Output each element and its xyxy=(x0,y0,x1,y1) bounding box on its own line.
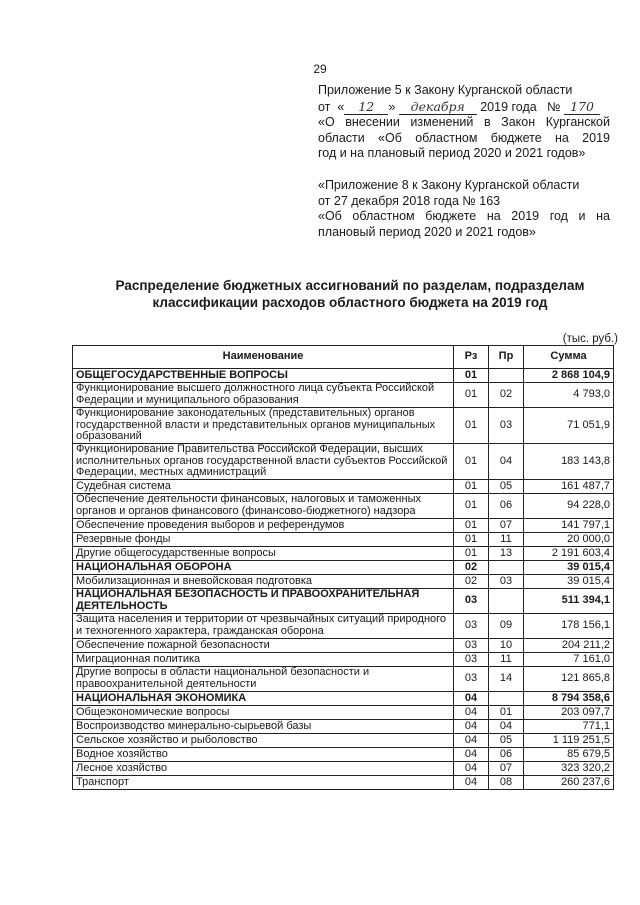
cell-pr: 13 xyxy=(489,547,524,561)
table-row xyxy=(73,614,614,639)
cell-rz: 03 xyxy=(454,639,489,653)
cell-pr: 06 xyxy=(489,748,524,762)
cell-pr xyxy=(489,369,524,383)
cell-pr: 01 xyxy=(489,706,524,720)
cell-rz: 04 xyxy=(454,762,489,776)
cell-sum: 39 015,4 xyxy=(524,561,614,575)
annex-8-line2: от 27 декабря 2018 года № 163 xyxy=(318,193,501,208)
cell-rz: 04 xyxy=(454,734,489,748)
cell-name: Другие общегосударственные вопросы xyxy=(73,547,454,561)
cell-rz: 01 xyxy=(454,547,489,561)
cell-sum: 203 097,7 xyxy=(524,706,614,720)
cell-pr xyxy=(489,589,524,614)
cell-rz: 03 xyxy=(454,614,489,639)
from-label: от xyxy=(318,99,331,114)
budget-table xyxy=(72,345,614,790)
cell-pr: 06 xyxy=(489,494,524,519)
cell-sum: 178 156,1 xyxy=(524,614,614,639)
cell-pr: 07 xyxy=(489,519,524,533)
cell-name: Сельское хозяйство и рыболовство xyxy=(73,734,454,748)
annex-8-line4: плановый период 2020 и 2021 годов» xyxy=(318,224,536,239)
cell-rz: 03 xyxy=(454,589,489,614)
header-pr: Пр xyxy=(489,346,524,369)
cell-sum: 121 865,8 xyxy=(524,667,614,692)
handwritten-day: 12 xyxy=(344,99,388,116)
cell-name: Мобилизационная и вневойсковая подготовка xyxy=(73,575,454,589)
cell-sum: 2 868 104,9 xyxy=(524,369,614,383)
header-sum: Сумма xyxy=(524,346,614,369)
cell-rz: 02 xyxy=(454,575,489,589)
cell-sum: 323 320,2 xyxy=(524,762,614,776)
annex-5-line5: год и на плановый период 2020 и 2021 годов» xyxy=(318,146,586,161)
cell-sum: 161 487,7 xyxy=(524,480,614,494)
annex-5-header xyxy=(318,83,610,162)
cell-pr: 03 xyxy=(489,408,524,444)
cell-name: Транспорт xyxy=(73,776,454,790)
header-name: Наименование xyxy=(73,346,454,369)
cell-pr: 03 xyxy=(489,575,524,589)
table-body xyxy=(73,369,614,790)
table-row xyxy=(73,667,614,692)
cell-rz: 04 xyxy=(454,748,489,762)
section-row xyxy=(73,692,614,706)
cell-rz: 03 xyxy=(454,653,489,667)
cell-rz: 01 xyxy=(454,383,489,408)
annex-5-line1: Приложение 5 к Закону Курганской области xyxy=(318,83,573,97)
handwritten-number: 170 xyxy=(564,99,600,116)
cell-name: Обеспечение пожарной безопасности xyxy=(73,639,454,653)
cell-pr: 11 xyxy=(489,653,524,667)
table-row xyxy=(73,480,614,494)
cell-name: Защита населения и территории от чрезвычайных ситуаций природного и техногенного характера, гражданская оборона xyxy=(73,614,454,639)
cell-rz: 01 xyxy=(454,533,489,547)
cell-name: Общеэкономические вопросы xyxy=(73,706,454,720)
cell-name: Другие вопросы в области национальной безопасности и правоохранительной деятельности xyxy=(73,667,454,692)
cell-sum: 1 119 251,5 xyxy=(524,734,614,748)
section-row xyxy=(73,561,614,575)
cell-sum: 141 797,1 xyxy=(524,519,614,533)
cell-name: Водное хозяйство xyxy=(73,748,454,762)
cell-rz: 01 xyxy=(454,444,489,480)
table-row xyxy=(73,494,614,519)
annex-8-line3: «Об областном бюджете на 2019 год и на xyxy=(318,209,610,224)
header-rz: Рз xyxy=(454,346,489,369)
annex-5-line3: «О внесении изменений в Закон Курганской xyxy=(318,115,610,130)
table-row xyxy=(73,748,614,762)
document-title xyxy=(100,277,600,311)
cell-name: НАЦИОНАЛЬНАЯ ОБОРОНА xyxy=(73,561,454,575)
cell-name: Резервные фонды xyxy=(73,533,454,547)
title-line2: классификации расходов областного бюджета на 2019 год xyxy=(152,295,548,310)
cell-rz: 04 xyxy=(454,720,489,734)
cell-rz: 01 xyxy=(454,480,489,494)
table-row xyxy=(73,408,614,444)
table-row xyxy=(73,519,614,533)
title-line1: Распределение бюджетных ассигнований по разделам, подразделам xyxy=(115,278,585,293)
table-row xyxy=(73,776,614,790)
cell-name: Миграционная политика xyxy=(73,653,454,667)
cell-sum: 8 794 358,6 xyxy=(524,692,614,706)
cell-pr xyxy=(489,561,524,575)
table-row xyxy=(73,639,614,653)
cell-sum: 94 228,0 xyxy=(524,494,614,519)
table-header-row xyxy=(73,346,614,369)
cell-rz: 04 xyxy=(454,692,489,706)
cell-sum: 511 394,1 xyxy=(524,589,614,614)
cell-rz: 01 xyxy=(454,494,489,519)
number-label: № xyxy=(547,99,561,114)
cell-sum: 7 161,0 xyxy=(524,653,614,667)
cell-name: Воспроизводство минерально-сырьевой базы xyxy=(73,720,454,734)
cell-pr: 05 xyxy=(489,480,524,494)
cell-rz: 04 xyxy=(454,706,489,720)
cell-rz: 01 xyxy=(454,519,489,533)
table-row xyxy=(73,653,614,667)
cell-pr: 10 xyxy=(489,639,524,653)
cell-rz: 02 xyxy=(454,561,489,575)
cell-pr: 08 xyxy=(489,776,524,790)
cell-pr: 04 xyxy=(489,720,524,734)
table-row xyxy=(73,762,614,776)
cell-pr: 14 xyxy=(489,667,524,692)
year-text: 2019 года xyxy=(480,99,537,114)
cell-name: НАЦИОНАЛЬНАЯ ЭКОНОМИКА xyxy=(73,692,454,706)
cell-name: Функционирование Правительства Российской Федерации, высших исполнительных органов государственной власти субъектов Российской Федерации, местных администраций xyxy=(73,444,454,480)
cell-sum: 771,1 xyxy=(524,720,614,734)
cell-sum: 85 679,5 xyxy=(524,748,614,762)
table-row xyxy=(73,575,614,589)
cell-name: ОБЩЕГОСУДАРСТВЕННЫЕ ВОПРОСЫ xyxy=(73,369,454,383)
cell-sum: 260 237,6 xyxy=(524,776,614,790)
cell-name: Лесное хозяйство xyxy=(73,762,454,776)
cell-pr xyxy=(489,692,524,706)
cell-pr: 09 xyxy=(489,614,524,639)
page-number: 29 xyxy=(313,62,327,76)
cell-sum: 39 015,4 xyxy=(524,575,614,589)
cell-rz: 01 xyxy=(454,408,489,444)
annex-8-header xyxy=(318,178,610,240)
table-row xyxy=(73,533,614,547)
cell-sum: 204 211,2 xyxy=(524,639,614,653)
section-row xyxy=(73,369,614,383)
table-row xyxy=(73,706,614,720)
table-row xyxy=(73,547,614,561)
cell-sum: 2 191 603,4 xyxy=(524,547,614,561)
cell-name: Судебная система xyxy=(73,480,454,494)
cell-sum: 4 793,0 xyxy=(524,383,614,408)
cell-sum: 20 000,0 xyxy=(524,533,614,547)
cell-name: Функционирование законодательных (представительных) органов государственной власти и представительных органов муниципальных образований xyxy=(73,408,454,444)
annex-5-line4: области «Об областном бюджете на 2019 xyxy=(318,130,610,145)
annex-8-line1: «Приложение 8 к Закону Курганской области xyxy=(318,178,580,192)
cell-sum: 183 143,8 xyxy=(524,444,614,480)
cell-pr: 04 xyxy=(489,444,524,480)
section-row xyxy=(73,589,614,614)
cell-pr: 02 xyxy=(489,383,524,408)
cell-name: Функционирование высшего должностного лица субъекта Российской Федерации и муниципального образования xyxy=(73,383,454,408)
units-label: (тыс. руб.) xyxy=(562,333,618,345)
cell-rz: 03 xyxy=(454,667,489,692)
cell-pr: 05 xyxy=(489,734,524,748)
cell-pr: 07 xyxy=(489,762,524,776)
cell-name: НАЦИОНАЛЬНАЯ БЕЗОПАСНОСТЬ И ПРАВООХРАНИТЕЛЬНАЯ ДЕЯТЕЛЬНОСТЬ xyxy=(73,589,454,614)
handwritten-month: декабря xyxy=(399,99,477,116)
cell-rz: 04 xyxy=(454,776,489,790)
cell-name: Обеспечение проведения выборов и референдумов xyxy=(73,519,454,533)
annex-5-date-line: от « 12 » декабря 2019 года № 170 xyxy=(318,99,610,116)
table-row xyxy=(73,720,614,734)
table-row xyxy=(73,383,614,408)
cell-sum: 71 051,9 xyxy=(524,408,614,444)
table-row xyxy=(73,734,614,748)
cell-name: Обеспечение деятельности финансовых, налоговых и таможенных органов и органов финансового (финансово-бюджетного) надзора xyxy=(73,494,454,519)
table-row xyxy=(73,444,614,480)
cell-pr: 11 xyxy=(489,533,524,547)
cell-rz: 01 xyxy=(454,369,489,383)
